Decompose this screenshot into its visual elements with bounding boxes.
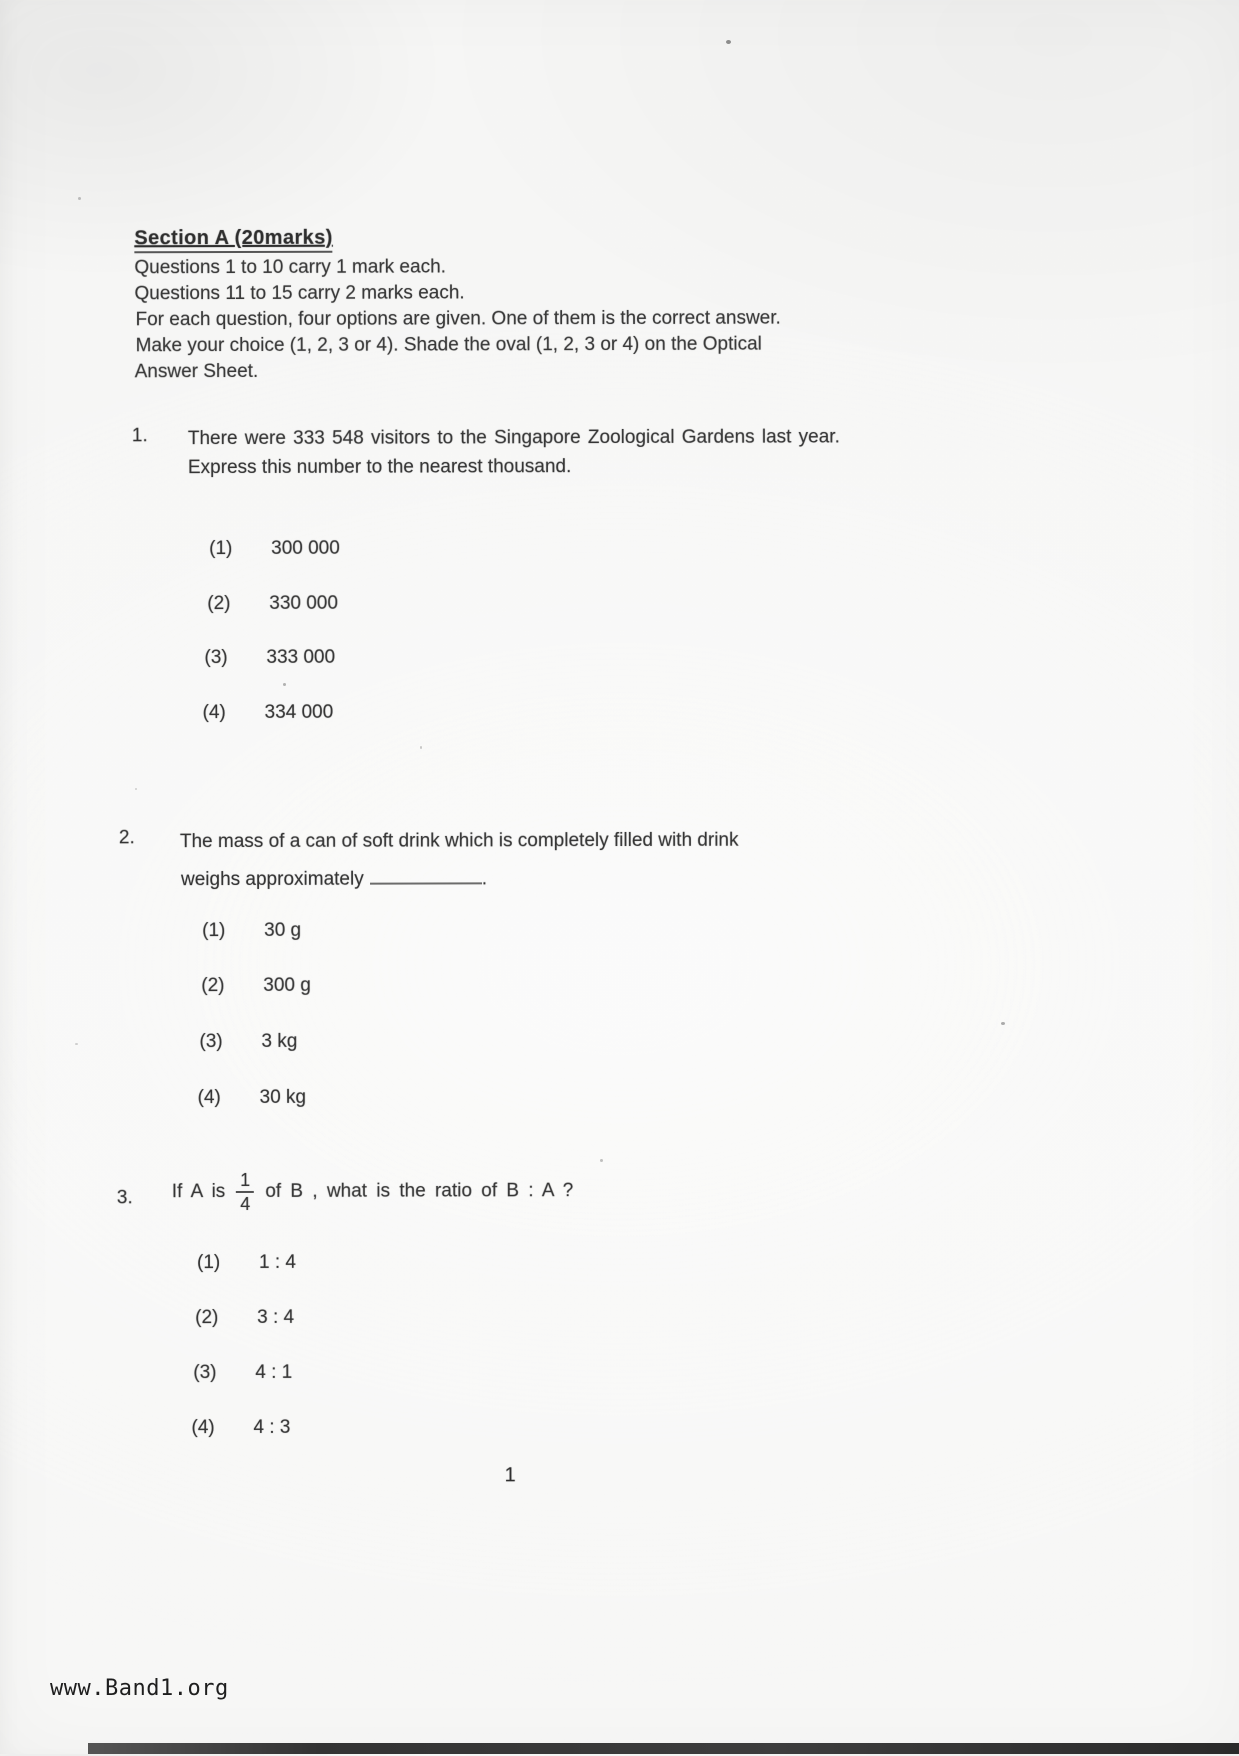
option-value: 30 g xyxy=(264,919,302,941)
option-value: 333 000 xyxy=(266,646,336,668)
question-1-number: 1. xyxy=(131,425,148,447)
question-3-option-3 xyxy=(193,1362,292,1384)
question-2-option-4 xyxy=(198,1087,307,1109)
option-value: 4 : 1 xyxy=(255,1361,293,1383)
option-label: (4) xyxy=(191,1417,215,1439)
question-1-option-2 xyxy=(207,593,338,615)
question-1-option-3 xyxy=(204,647,335,669)
question-2-blank-suffix: . xyxy=(481,868,488,890)
instruction-line-5: Answer Sheet. xyxy=(134,360,259,383)
option-label: (2) xyxy=(207,593,231,615)
question-3-number: 3. xyxy=(116,1187,133,1209)
watermark: www.Band1.org xyxy=(50,1676,229,1701)
scan-speck xyxy=(135,788,137,790)
scanner-edge-artifact xyxy=(88,1743,1239,1754)
instruction-line-2: Questions 11 to 15 carry 2 marks each. xyxy=(134,282,465,305)
option-value: 3 kg xyxy=(261,1030,298,1052)
option-label: (3) xyxy=(204,647,228,669)
scan-speck xyxy=(75,1043,78,1045)
fraction-numerator: 1 xyxy=(240,1169,251,1190)
scan-speck xyxy=(726,40,731,44)
option-label: (1) xyxy=(209,538,233,560)
option-value: 330 000 xyxy=(269,592,338,614)
option-value: 300 000 xyxy=(271,537,340,559)
answer-blank-line xyxy=(370,865,482,884)
question-1-option-4 xyxy=(203,702,334,724)
scan-speck xyxy=(78,197,81,200)
question-2-number: 2. xyxy=(118,827,135,849)
instruction-line-4: Make your choice (1, 2, 3 or 4). Shade the oval (1, 2, 3 or 4) on the Optical xyxy=(135,333,762,357)
question-3-text-prefix: If A is xyxy=(171,1181,226,1203)
question-3-option-1 xyxy=(197,1252,296,1274)
option-label: (4) xyxy=(202,702,226,724)
scan-speck xyxy=(420,746,422,749)
instruction-line-1: Questions 1 to 10 carry 1 mark each. xyxy=(134,256,446,279)
option-label: (2) xyxy=(195,1307,219,1329)
option-value: 4 : 3 xyxy=(253,1416,291,1438)
scan-speck xyxy=(1001,1022,1005,1025)
option-value: 300 g xyxy=(263,974,311,996)
question-1-text: There were 333 548 visitors to the Singapore Zoological Gardens last year. Express this number to the nearest thousand. xyxy=(187,426,840,479)
question-3-text-suffix: of B , what is the ratio of B : A ? xyxy=(265,1180,574,1202)
question-2-text-line1: The mass of a can of soft drink which is completely filled with drink xyxy=(179,829,739,853)
option-value: 334 000 xyxy=(264,701,334,723)
question-2-option-2 xyxy=(201,975,311,997)
question-2-option-3 xyxy=(199,1031,297,1053)
option-label: (1) xyxy=(202,920,226,942)
question-2-text-before-blank: weighs approximately xyxy=(180,868,364,891)
page-number: 1 xyxy=(504,1464,516,1487)
fraction-one-quarter xyxy=(236,1170,254,1214)
option-value: 1 : 4 xyxy=(258,1251,297,1273)
question-3-option-2 xyxy=(195,1307,294,1329)
option-label: (1) xyxy=(196,1252,221,1274)
option-label: (4) xyxy=(197,1087,221,1109)
option-label: (3) xyxy=(199,1031,223,1053)
question-1-option-1 xyxy=(209,538,340,560)
option-label: (2) xyxy=(201,975,225,997)
scan-speck xyxy=(283,683,286,686)
section-title: Section A (20marks) xyxy=(134,227,332,254)
question-2-text-line2 xyxy=(181,864,487,894)
option-label: (3) xyxy=(193,1362,217,1384)
instruction-line-3: For each question, four options are given. One of them is the correct answer. xyxy=(135,307,781,331)
fraction-denominator: 4 xyxy=(236,1190,254,1214)
question-3-text xyxy=(172,1162,574,1221)
option-value: 30 kg xyxy=(259,1086,307,1108)
question-2-option-1 xyxy=(202,920,301,942)
scan-speck xyxy=(600,1159,603,1162)
question-3-option-4 xyxy=(191,1417,290,1439)
option-value: 3 : 4 xyxy=(257,1306,295,1328)
